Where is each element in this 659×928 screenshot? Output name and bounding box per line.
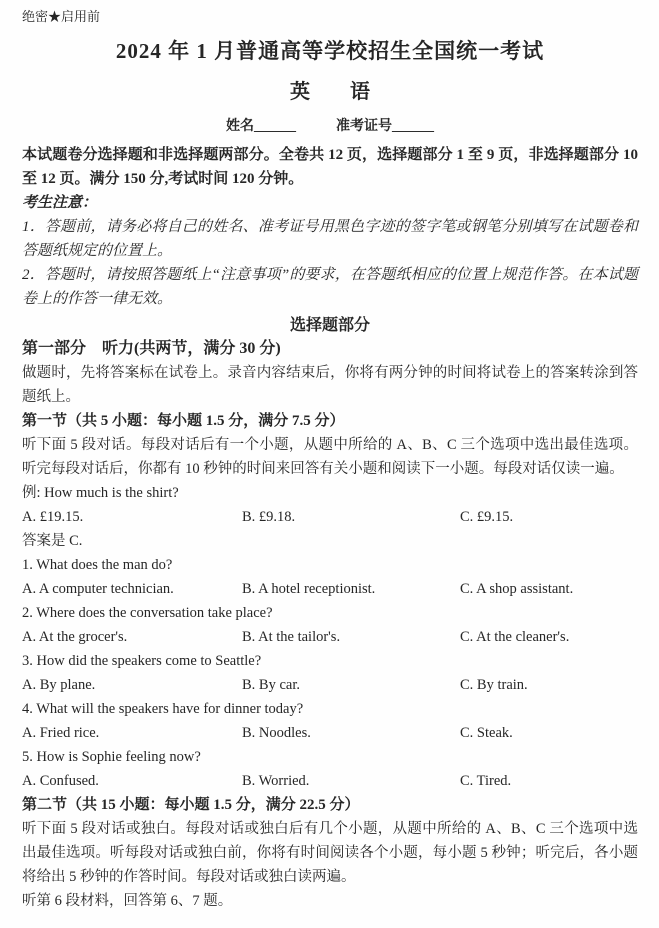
question-4-option-c: C. Steak. (460, 725, 513, 741)
question-4-options-row (22, 721, 638, 745)
notice-item-2: 2．答题时，请按照答题纸上“注意事项”的要求，在答题纸相应的位置上规范作答。在本试题卷上的作答一律无效。 (22, 267, 638, 307)
question-1-option-b: B. A hotel receptionist. (242, 581, 376, 597)
multiple-choice-section-header: 选择题部分 (289, 317, 370, 334)
question-1-text: 1. What does the man do? (22, 557, 173, 573)
question-4-text: 4. What will the speakers have for dinner today? (22, 701, 304, 717)
section1-heading: 第一节（共 5 小题：每小题 1.5 分，满分 7.5 分） (22, 413, 345, 429)
example-answer: 答案是 C. (22, 533, 83, 549)
question-4-option-a: A. Fried rice. (22, 725, 100, 741)
subject-title: 英 语 (290, 81, 370, 103)
question-5-option-a: A. Confused. (22, 773, 99, 789)
example-option-c: C. £9.15. (460, 509, 514, 525)
question-3-text: 3. How did the speakers come to Seattle? (22, 653, 262, 669)
question-3-options-row (22, 673, 638, 697)
example-options-row (22, 505, 638, 529)
question-1-option-c: C. A shop assistant. (460, 581, 574, 597)
name-blank: ______ (254, 119, 296, 134)
example-question: 例: How much is the shirt? (22, 485, 179, 501)
question-4-option-b: B. Noodles. (242, 725, 311, 741)
question-1-options-row (22, 577, 638, 601)
candidate-notice-title: 考生注意： (22, 195, 98, 211)
question-2-option-a: A. At the grocer's. (22, 629, 128, 645)
question-2-text: 2. Where does the conversation take place? (22, 605, 273, 621)
question-3-option-c: C. By train. (460, 677, 528, 693)
secrecy-label: 绝密★启用前 (22, 9, 101, 24)
section2-instructions: 听下面 5 段对话或独白。每段对话或独白后有几个小题，从题中所给的 A、B、C 三个选项中选出最佳选项。听每段对话或独白前，你将有时间阅读各个小题，每小题 5 秒钟；听完后，各小题将给出 5 秒钟的作答时间。每段对话或独白读两遍。 (22, 821, 638, 885)
question-1-option-a: A. A computer technician. (22, 581, 174, 597)
question-5-options-row (22, 769, 638, 793)
exam-title: 2024 年 1 月普通高等学校招生全国统一考试 (115, 39, 545, 63)
question-3-option-b: B. By car. (242, 677, 300, 693)
ticket-blank: ______ (392, 119, 434, 134)
question-2-option-b: B. At the tailor's. (242, 629, 341, 645)
ticket-field-label: 准考证号 (336, 119, 392, 134)
question-2-options-row (22, 625, 638, 649)
candidate-info-line (22, 117, 638, 137)
section2-heading: 第二节（共 15 小题：每小题 1.5 分，满分 22.5 分） (22, 797, 360, 813)
example-option-a: A. £19.15. (22, 509, 84, 525)
material-6-note: 听第 6 段材料，回答第 6、7 题。 (22, 893, 233, 909)
question-5-option-c: C. Tired. (460, 773, 512, 789)
part1-note: 做题时，先将答案标在试卷上。录音内容结束后，你将有两分钟的时间将试卷上的答案转涂到答题纸上。 (22, 365, 638, 405)
name-field-label: 姓名 (226, 119, 254, 134)
question-5-text: 5. How is Sophie feeling now? (22, 749, 201, 765)
notice-item-1: 1．答题前，请务必将自己的姓名、准考证号用黑色字迹的签字笔或钢笔分别填写在试题卷和答题纸规定的位置上。 (22, 219, 638, 259)
question-5-option-b: B. Worried. (242, 773, 310, 789)
section1-instructions: 听下面 5 段对话。每段对话后有一个小题，从题中所给的 A、B、C 三个选项中选出最佳选项。听完每段对话后，你都有 10 秒钟的时间来回答有关小题和阅读下一小题。每段对话仅读一遍。 (22, 437, 638, 477)
question-3-option-a: A. By plane. (22, 677, 96, 693)
question-2-option-c: C. At the cleaner's. (460, 629, 570, 645)
part1-heading: 第一部分 听力(共两节，满分 30 分) (22, 340, 281, 357)
example-option-b: B. £9.18. (242, 509, 296, 525)
exam-summary: 本试题卷分选择题和非选择题两部分。全卷共 12 页，选择题部分 1 至 9 页，非选择题部分 10 至 12 页。满分 150 分,考试时间 120 分钟。 (22, 147, 638, 187)
